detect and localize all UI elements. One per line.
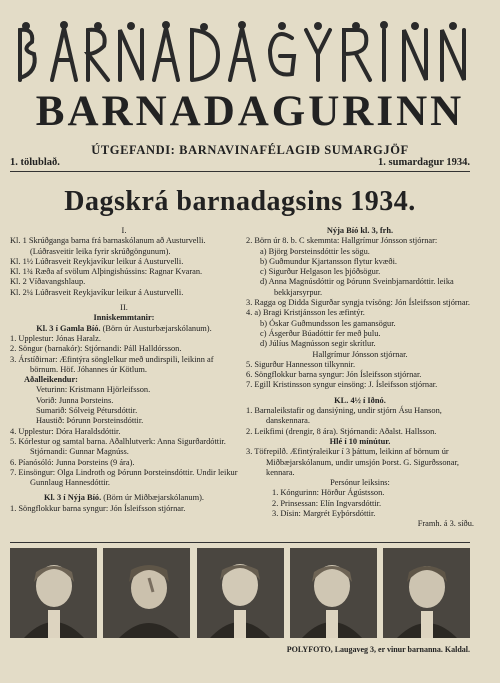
child-photo (197, 548, 284, 638)
person: 2. Prinsessan: Elín Ingvarsdóttir. (272, 498, 382, 508)
child-photo (10, 548, 97, 638)
venue-heading: Nýja Bíó kl. 3, frh. (326, 226, 394, 235)
program-item (10, 427, 238, 437)
item-number: 6. (10, 457, 17, 467)
child-photo (383, 548, 470, 638)
item-text: Egill Kristinsson syngur einsöng: J. Ísleifsson stjórnar. (254, 380, 438, 390)
continued-note: Framh. á 3. síðu. (417, 519, 474, 529)
schedule-text: Ræða af svölum Alþingishússins: Ragnar Kvaran. (35, 267, 203, 277)
schedule-time: Kl. 1 (10, 236, 27, 246)
sub-item: d) Anna Magnúsdóttir og Þórunn Sveinbjarnardóttir. leika bekkjarsyrpur. (260, 277, 454, 297)
program-item (246, 447, 474, 478)
item-text: Upplestur: Jónas Haralz. (18, 333, 101, 343)
left-column (10, 226, 238, 514)
item-text: Söngur (barnakór): Stjórnandi: Páll Halldórsson. (18, 344, 182, 354)
schedule-item (10, 288, 238, 298)
sub-item: c) Sigurður Helgason les þjóðsögur. (260, 267, 381, 277)
sub-item: c) Ásgerður Búadóttir fer með þulu. (260, 328, 381, 338)
program-item (246, 308, 474, 318)
venue-name: Kl. 3 í Gamla Bíó. (36, 323, 101, 333)
sub-item: a) Björg Þorsteinsdóttir les sögu. (260, 246, 370, 256)
program-item (246, 427, 474, 437)
masthead-title: BARNADAGURINN (35, 88, 465, 135)
schedule-text: Lúðrasveit Reykjavíkur leikur á Austurvelli. (35, 287, 184, 297)
persons-label: Persónur leiksins: (330, 478, 390, 488)
item-number: 3. (246, 447, 253, 457)
cast-label: Aðalleikendur: (24, 375, 78, 385)
child-photo (290, 548, 377, 638)
program-item (10, 504, 238, 514)
schedule-time: Kl. 2 (10, 277, 27, 287)
section-numeral: I. (121, 226, 127, 235)
item-number: 1. (10, 503, 17, 513)
issue-date: 1. sumardagur 1934. (378, 157, 470, 168)
program-headline: Dagskrá barnadagsins 1934. (64, 186, 416, 217)
item-text: Leikfimi (drengir, 8 ára). Stjórnandi: Aðalst. Hallsson. (254, 426, 437, 436)
schedule-item (10, 257, 238, 267)
program-item (246, 298, 474, 308)
masthead-publisher: ÚTGEFANDI: BARNAVINAFÉLAGIÐ SUMARGJÖF (91, 143, 409, 157)
item-number: 4. (10, 426, 17, 436)
illustrated-letters-banner (12, 20, 488, 84)
item-number: 5. (246, 359, 253, 369)
program-item (246, 370, 474, 380)
photo-caption: POLYFOTO, Laugaveg 3, er vinur barnanna. Kaldal. (286, 645, 470, 654)
item-number: 7. (10, 467, 17, 477)
item-text: Píanósóló: Junna Þorsteins (9 ára). (18, 457, 135, 467)
child-photo (103, 548, 190, 638)
sub-item: b) Guðmundur Kjartansson flytur kvæði. (260, 256, 398, 266)
item-text: Einsöngur: Olga Lindroth og Þórunn Þorsteinsdóttir. Undir leikur Gunnlaug Hannesdóttir. (18, 467, 238, 488)
item-text: Ragga og Didda Sigurðar syngja tvísöng: Jón Ísleifsson stjórnar. (254, 298, 471, 308)
schedule-text: Víðavangshlaup. (28, 277, 86, 287)
item-number: 5. (10, 436, 17, 446)
person: 1. Kóngurinn: Hörður Ágústsson. (272, 488, 385, 498)
venue-name: Kl. 3 í Nýja Bíó. (43, 493, 102, 503)
right-column (246, 226, 474, 530)
item-number: 7. (246, 380, 253, 390)
item-number: 3. (10, 354, 17, 364)
schedule-item (10, 236, 238, 257)
program-item (246, 360, 474, 370)
item-text: Töfrepilð. Æfintýraleikur í 3 þáttum, leikinn af börnum úr Miðbæjarskólanum, undir umsjón Þorst. G. Sigurðssonar, kennara. (254, 447, 459, 477)
item-number: 1. (246, 406, 253, 416)
item-text: a) Bragi Kristjánsson les æfintýr. (254, 308, 365, 318)
item-number: 4. (246, 308, 253, 318)
item-text: Sigurður Hannesson tilkynnir. (254, 359, 356, 369)
section-label: Inniskemmtanir: (93, 313, 155, 323)
venue-heading (10, 324, 238, 334)
sub-item: b) Óskar Guðmundsson les gamansögur. (260, 318, 396, 328)
item-number: 2. (246, 236, 253, 246)
venue-note: (Börn úr Austurbæjarskólanum). (102, 323, 212, 333)
program-item (10, 458, 238, 468)
schedule-time: Kl. 1½ (10, 256, 34, 266)
item-number: 2. (246, 426, 253, 436)
schedule-text: Lúðrasveit Reykjavíkur leikur á Austurvelli. (35, 256, 184, 266)
program-item (246, 380, 474, 390)
issue-number: 1. tölublað. (10, 157, 60, 168)
photo-rule (10, 542, 470, 543)
item-text: Börn úr 8. b. C skemmta: Hallgrímur Jónsson stjórnar: (254, 236, 438, 246)
item-number: 6. (246, 370, 253, 380)
schedule-time: Kl. 2¼ (10, 287, 34, 297)
item-text: Upplestur: Dóra Haraldsdóttir. (18, 426, 121, 436)
program-item (10, 437, 238, 458)
schedule-item (10, 277, 238, 287)
masthead-rule (10, 171, 470, 172)
venue-heading (10, 493, 238, 503)
person: 3. Dísin: Margrét Eyþórsdóttir. (272, 509, 376, 519)
program-item (10, 344, 238, 354)
sub-item: d) Júlíus Magnússon segir skrítlur. (260, 339, 376, 349)
item-number: 3. (246, 298, 253, 308)
schedule-item (10, 267, 238, 277)
section-numeral: II. (120, 303, 128, 313)
cast-member: Haustið: Þórunn Þorsteinsdóttir. (36, 416, 144, 426)
schedule-text: Skrúðganga barna frá barnaskólanum að Austurvelli. (Lúðrasveitir leika fyrir skrúðgöngunum). (28, 236, 206, 256)
program-item (10, 468, 238, 489)
cast-member: Sumarið: Sólveig Pétursdóttir. (36, 406, 138, 416)
item-number: 1. (10, 333, 17, 343)
program-item (10, 355, 238, 376)
venue-note: (Börn úr Miðbæjarskólanum). (103, 493, 205, 503)
item-note: Hallgrímur Jónsson stjórnar. (312, 349, 408, 359)
item-text: Söngflokkur barna syngur: Jón Ísleifsson stjórnar. (254, 370, 422, 380)
venue-heading: KL. 4½ í Iðnó. (334, 395, 386, 405)
photo-strip (10, 548, 470, 638)
item-text: Árstíðirnar: Æfintýra sönglelkur með undirspili, leikinn af börnum. Höf. Jóhannes úr Kötlum. (18, 354, 214, 374)
schedule-time: Kl. 1¾ (10, 267, 34, 277)
item-text: Barnaleikstafir og dansiýning, undir stjórn Ásu Hanson, danskennara. (254, 406, 442, 426)
program-item (246, 406, 474, 427)
program-item (10, 334, 238, 344)
cast-member: Veturinn: Kristmann Hjörleifsson. (36, 385, 151, 395)
item-text: Söngflokkur barna syngur: Jón Ísleifsson stjórnar. (18, 503, 186, 513)
item-text: Kórlestur og samtal barna. Aðalhlutverk: Anna Sigurðardóttir. Stjórnandi: Gunnar Magnúss. (18, 436, 226, 457)
intermission: Hlé í 10 mínútur. (329, 436, 391, 446)
cast-member: Vorið: Junna Þorsteins. (36, 395, 114, 405)
item-number: 2. (10, 344, 17, 354)
program-item (246, 236, 474, 246)
